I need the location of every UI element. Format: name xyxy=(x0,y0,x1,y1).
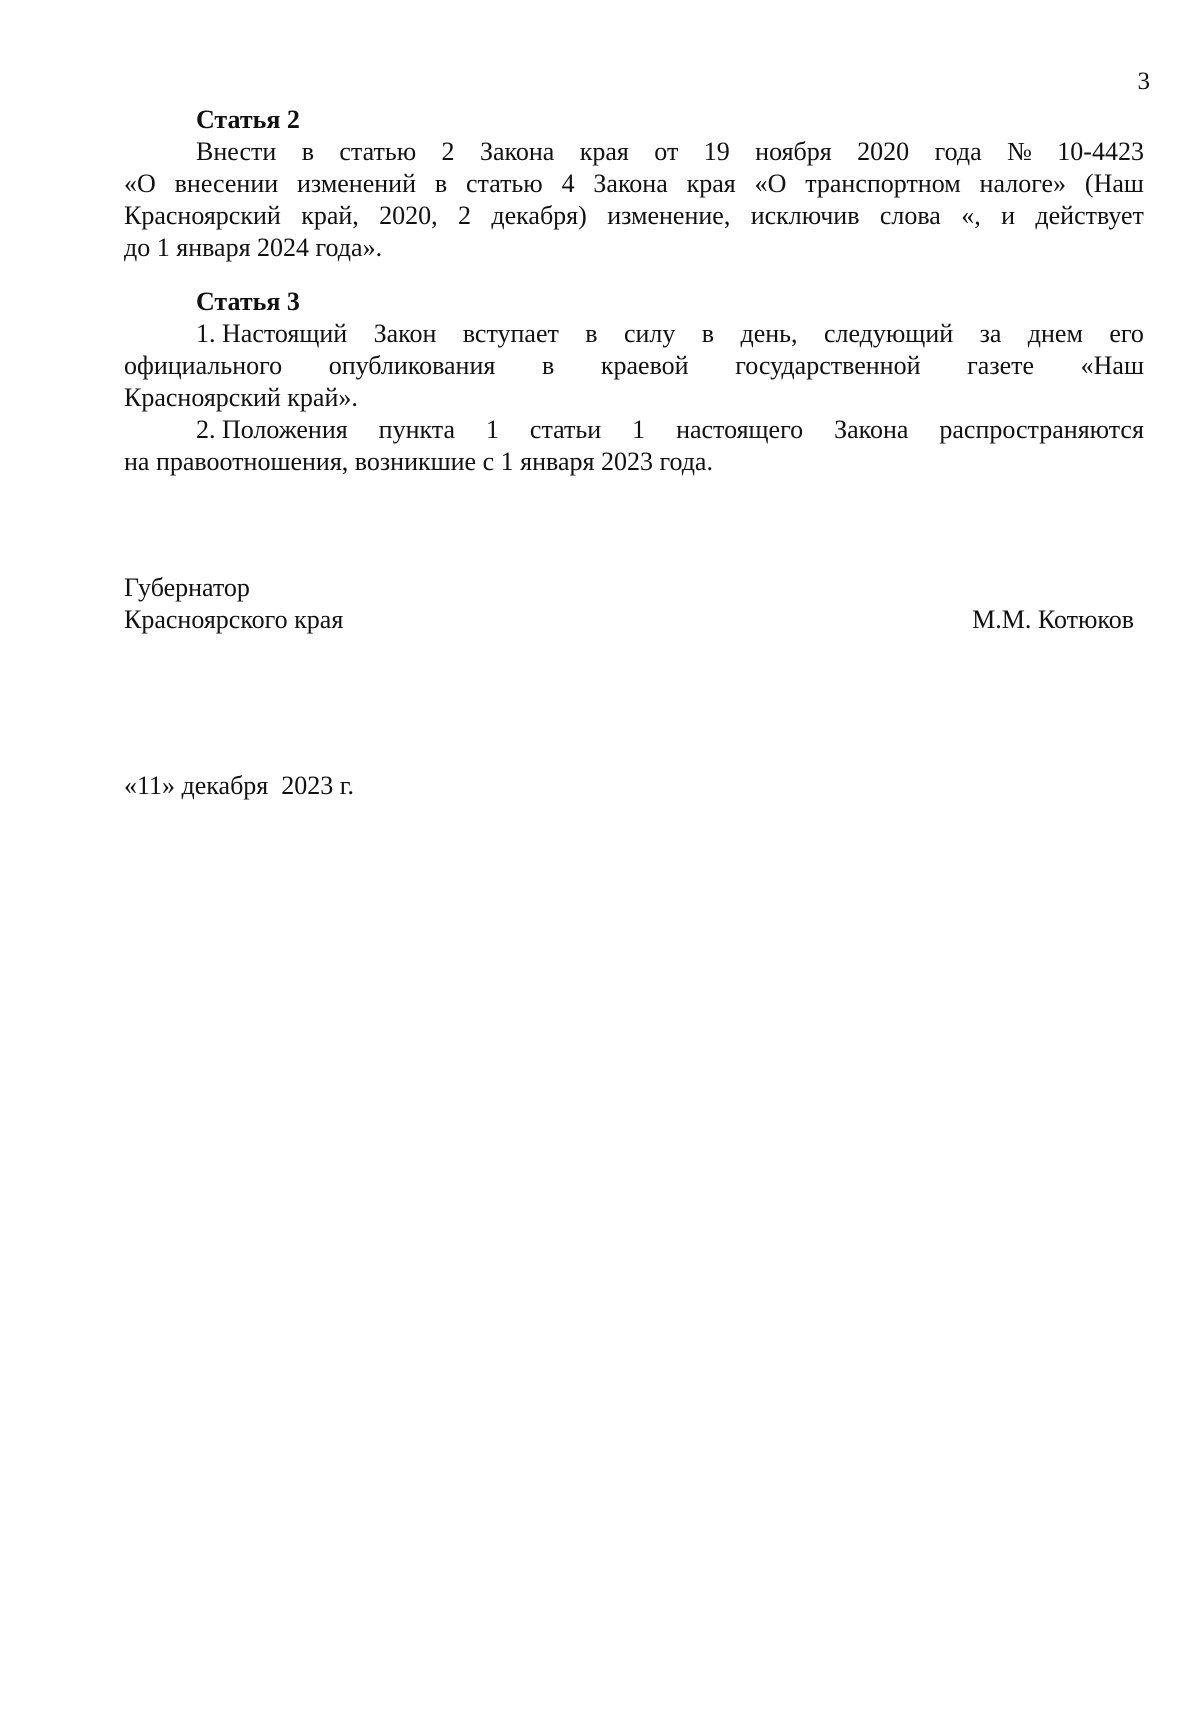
word: действует xyxy=(1035,201,1144,230)
word: официального xyxy=(124,351,283,380)
word: «О xyxy=(124,169,156,198)
page-number: 3 xyxy=(1137,68,1150,95)
word: транспортном xyxy=(805,169,961,198)
word: краевой xyxy=(600,351,689,380)
signing-date: «11» декабря 2023 г. xyxy=(124,771,355,800)
word: газете xyxy=(967,351,1035,380)
word: внесении xyxy=(174,169,279,198)
word: 2. Положения xyxy=(196,415,348,444)
word: изменение, xyxy=(607,201,731,230)
word: (Наш xyxy=(1084,169,1144,198)
word: за xyxy=(979,319,1002,348)
word: и xyxy=(1001,201,1016,230)
word: Красноярский край». xyxy=(124,383,358,412)
word: день, xyxy=(740,319,798,348)
word: Закон xyxy=(373,319,437,348)
word: опубликования xyxy=(328,351,496,380)
word: года xyxy=(934,137,982,166)
word: «, xyxy=(961,201,981,230)
word: 10-4423 xyxy=(1057,137,1144,166)
word: «О xyxy=(754,169,787,198)
article-3-line-1 xyxy=(124,318,1144,350)
word: в xyxy=(701,319,715,348)
word: его xyxy=(1109,319,1144,348)
word: статью xyxy=(339,137,417,166)
word: пункта xyxy=(378,415,456,444)
word: края xyxy=(686,169,736,198)
word: статьи xyxy=(529,415,602,444)
article-3-title: Статья 3 xyxy=(196,287,300,316)
word: в xyxy=(585,319,598,348)
signatory-position-line-1: Губернатор xyxy=(124,573,250,602)
signatory-position-line-2: Красноярского края xyxy=(124,605,344,634)
word: 2020, xyxy=(379,201,438,230)
article-3-line-5 xyxy=(124,446,1144,478)
article-3-line-4 xyxy=(124,414,1144,446)
word: силу xyxy=(623,319,676,348)
word: в xyxy=(301,137,314,166)
word: от xyxy=(654,137,679,166)
word: 2 xyxy=(458,201,472,230)
article-2-line-4 xyxy=(124,232,1144,264)
word: исключив xyxy=(750,201,860,230)
word: 1 xyxy=(632,415,646,444)
word: налоге» xyxy=(979,169,1067,198)
word: 1. Настоящий xyxy=(196,319,348,348)
signatory-name: М.М. Котюков xyxy=(972,605,1134,634)
word: 2 xyxy=(441,137,455,166)
word: 4 xyxy=(561,169,575,198)
word: слова xyxy=(879,201,941,230)
word: днем xyxy=(1027,319,1083,348)
word: № xyxy=(1007,137,1032,166)
word: вступает xyxy=(462,319,559,348)
article-2 xyxy=(124,104,1144,264)
word: до 1 января 2024 года». xyxy=(124,233,383,262)
word: распространяются xyxy=(939,415,1144,444)
article-3 xyxy=(124,286,1144,478)
article-2-line-3 xyxy=(124,200,1144,232)
word: государственной xyxy=(735,351,921,380)
word: Красноярский xyxy=(124,201,281,230)
word: 2020 xyxy=(857,137,910,166)
word: Закона xyxy=(834,415,909,444)
word: края xyxy=(579,137,629,166)
word: 19 xyxy=(703,137,730,166)
word: настоящего xyxy=(676,415,804,444)
word: декабря) xyxy=(491,201,587,230)
word: 1 xyxy=(485,415,499,444)
signature-block xyxy=(124,572,1134,636)
word: ноября xyxy=(755,137,832,166)
word: «Наш xyxy=(1080,351,1144,380)
article-3-line-3 xyxy=(124,382,1144,414)
word: следующий xyxy=(823,319,954,348)
word: Закона xyxy=(479,137,555,166)
word: на правоотношения, возникшие с 1 января 2023 года. xyxy=(124,447,713,476)
word: изменений xyxy=(297,169,417,198)
article-2-title: Статья 2 xyxy=(196,105,300,134)
article-3-line-2 xyxy=(124,350,1144,382)
word: Внести xyxy=(196,137,277,166)
article-2-line-1 xyxy=(124,136,1144,168)
word: в xyxy=(434,169,448,198)
article-2-line-2 xyxy=(124,168,1144,200)
word: статью xyxy=(465,169,543,198)
word: край, xyxy=(301,201,359,230)
word: в xyxy=(541,351,555,380)
word: Закона xyxy=(593,169,668,198)
